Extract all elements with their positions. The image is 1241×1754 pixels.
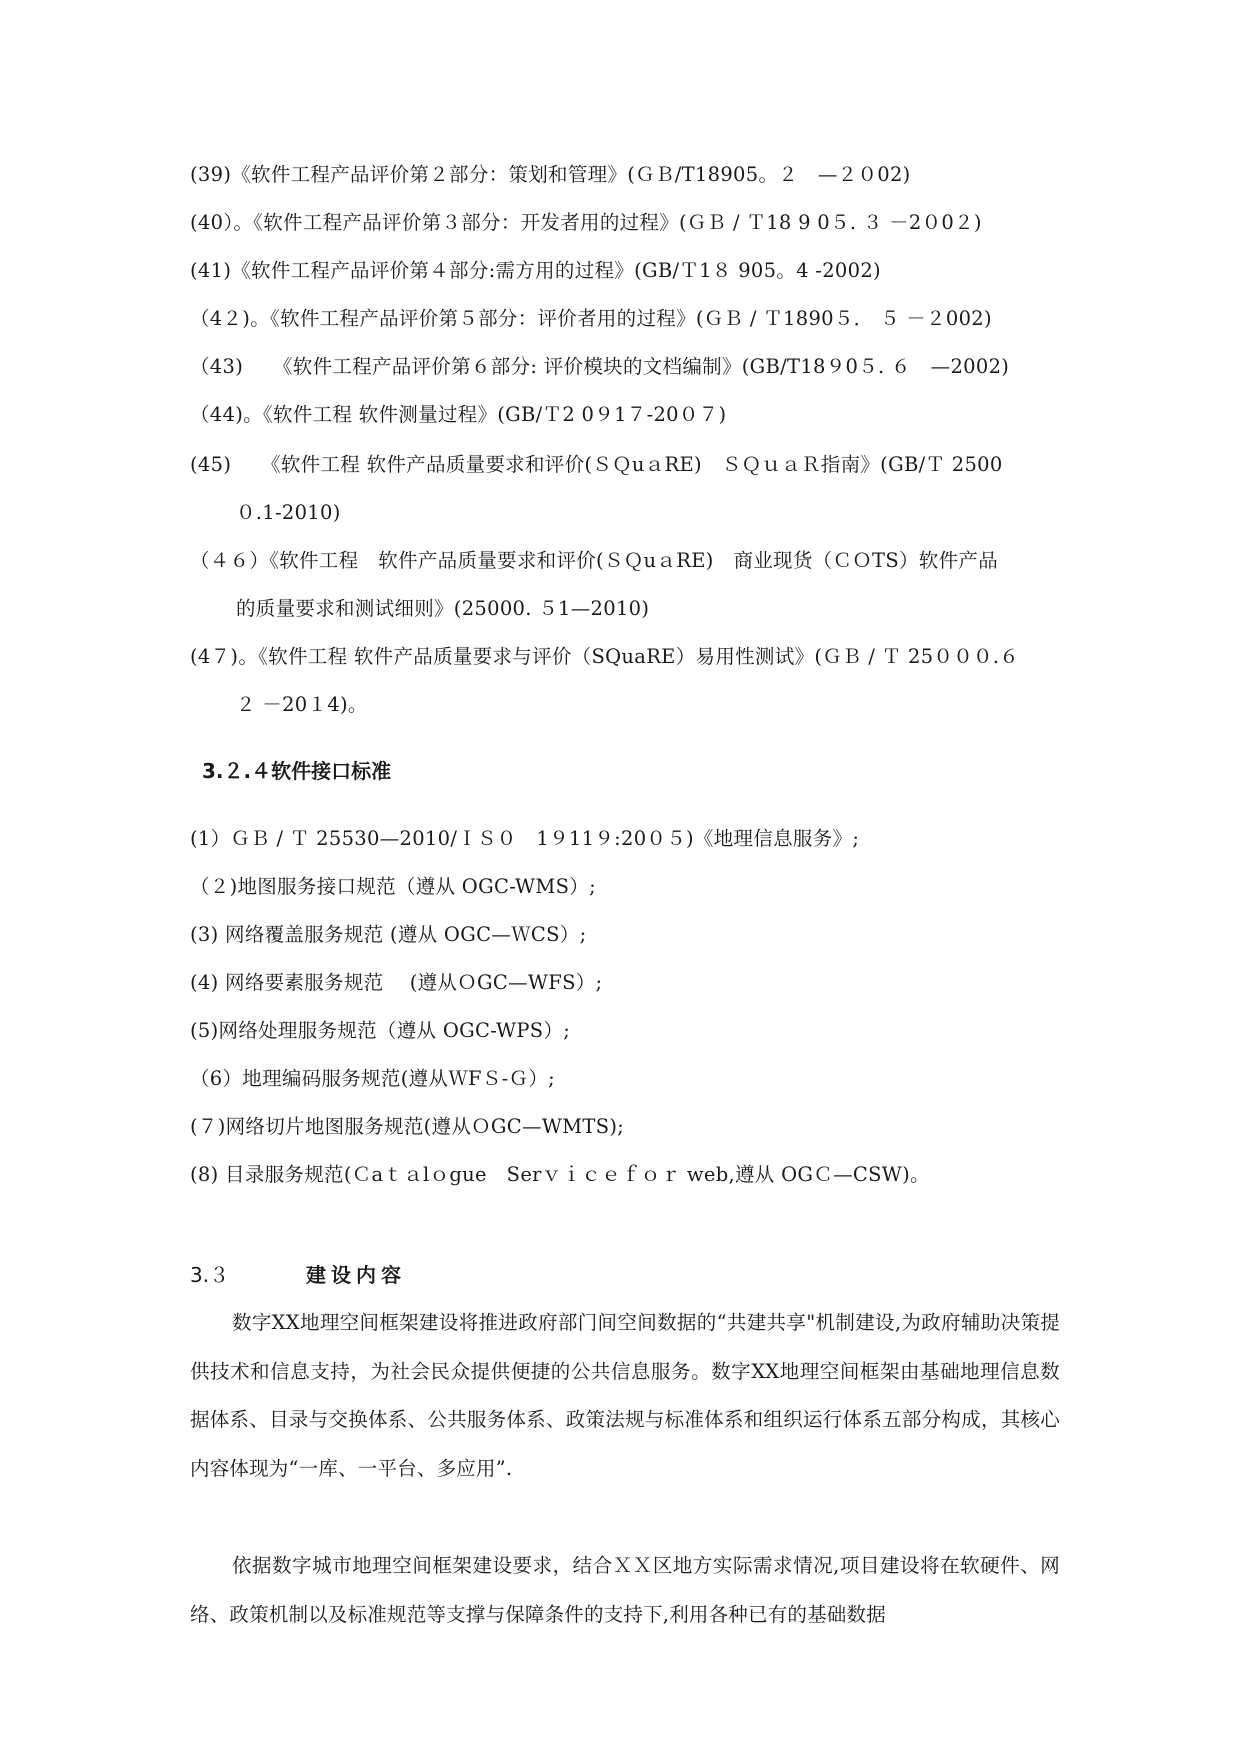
reference-item-continuation: 的质量要求和测试细则》(25000. ５1—2010) bbox=[236, 597, 650, 620]
reference-item: （43) 《软件工程产品评价第６部分: 评价模块的文档编制》(GB/T18９0５. ６ —2002) bbox=[190, 355, 1010, 378]
reference-item: (41)《软件工程产品评价第４部分:需方用的过程》(GB/Ｔ1８ 905。4 -2002) bbox=[190, 259, 881, 282]
interface-standard-item: (1）ＧＢ / Ｔ 25530—2010/ＩＳ０ 1９11９:20０５)《地理信息服务》; bbox=[190, 827, 860, 850]
reference-item: (40）。《软件工程产品评价第３部分：开发者用的过程》(ＧＢ / Ｔ18 9 0５. ３ －2０0２) bbox=[190, 211, 982, 234]
section-heading-3-3 bbox=[190, 1261, 406, 1289]
reference-item: (39)《软件工程产品评价第２部分：策划和管理》(ＧＢ/T18905。２ —２０02) bbox=[190, 163, 911, 186]
interface-standard-item: (8) 目录服务规范(Ｃaｔａlｏgue Serｖｉｃｅｆｏｒ web,遵从 OGＣ—CSW)。 bbox=[190, 1163, 930, 1186]
body-paragraph: 数字XX地理空间框架建设将推进政府部门间空间数据的“共建共享"机制建设,为政府辅助决策提供技术和信息支持，为社会民众提供便捷的公共信息服务。数字XX地理空间框架由基础地理信息数据体系、目录与交换体系、公共服务体系、政策法规与标准体系和组织运行体系五部分构成，其核心内容体现为“一库、一平台、多应用”. bbox=[190, 1311, 1060, 1480]
interface-standard-item: (3) 网络覆盖服务规范 (遵从 OGC—ＷCS）; bbox=[190, 923, 587, 946]
section-heading-3-2-4: 3.２.４软件接口标准 bbox=[202, 759, 392, 783]
body-paragraph: 依据数字城市地理空间框架建设要求，结合ＸＸ区地方实际需求情况,项目建设将在软硬件、网络、政策机制以及标准规范等支撑与保障条件的支持下,利用各种已有的基础数据 bbox=[190, 1554, 1060, 1626]
reference-item-continuation: ２ －20１4)。 bbox=[236, 693, 368, 716]
interface-standard-item: （２)地图服务接口规范（遵从 OGC-WMS）; bbox=[190, 875, 596, 898]
interface-standard-item: (5)网络处理服务规范（遵从 OGC-WPS）; bbox=[190, 1019, 571, 1042]
reference-item-continuation: ０.1-2010) bbox=[236, 501, 341, 524]
section-title: 建设内容 bbox=[306, 1263, 406, 1287]
reference-item: （4２)。《软件工程产品评价第５部分：评价者用的过程》(ＧＢ / Ｔ1890５． ５ －２002) bbox=[190, 307, 992, 330]
section-number: 3.３ bbox=[190, 1263, 230, 1287]
interface-standard-item: （6）地理编码服务规范(遵从ＷFＳ-Ｇ）; bbox=[190, 1067, 556, 1090]
reference-item: (45) 《软件工程 软件产品质量要求和评价(ＳＱuａRE) ＳＱｕａＲ指南》(GB/Ｔ 2500 bbox=[190, 453, 1003, 476]
reference-item: （４６）《软件工程 软件产品质量要求和评价(ＳＱuａRE) 商业现货（ＣＯTS）软件产品 bbox=[190, 549, 999, 572]
reference-item: （44)。《软件工程 软件测量过程》(GB/Ｔ2 0９1７-20０７) bbox=[190, 403, 727, 426]
interface-standard-item: (７)网络切片地图服务规范(遵从ＯGC—WMTS); bbox=[190, 1115, 625, 1138]
reference-item: (4７)。《软件工程 软件产品质量要求与评价（SQuaRE）易用性测试》(ＧＢ / Ｔ 25０００.６ bbox=[190, 645, 1020, 668]
interface-standard-item: (4) 网络要素服务规范 (遵从ＯGC—WFS）; bbox=[190, 971, 603, 994]
